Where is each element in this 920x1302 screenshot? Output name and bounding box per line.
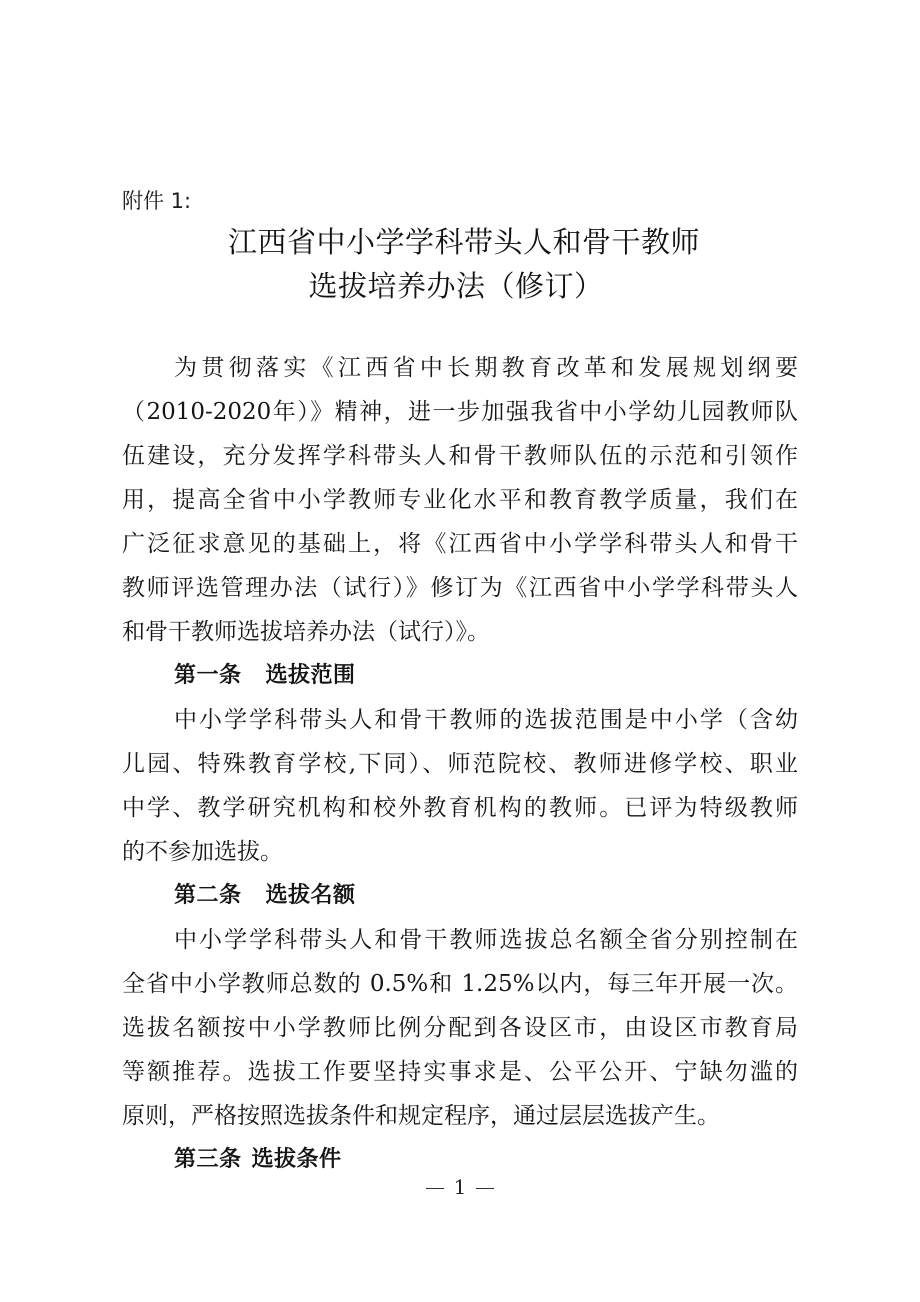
dash-right [476,1188,494,1189]
article-title: 选拔范围 [265,663,356,688]
document-title-line-1: 江西省中小学学科带头人和骨干教师 [227,225,700,259]
page-number-value: 1 [453,1175,467,1199]
paragraph-line: 伍建设，充分发挥学科带头人和骨干教师队伍的示范和引领作 [122,443,798,469]
article-heading [122,874,798,918]
paragraph-line: 教师评选管理办法（试行）》修订为《江西省中小学学科带头人 [122,575,798,601]
document-body [122,346,798,1182]
paragraph-line: 的不参加选拔。 [122,839,283,865]
article-heading [122,654,798,698]
article-1 [122,654,798,874]
preamble-paragraph [122,346,798,654]
paragraph-line: 选拔名额按中小学教师比例分配到各设区市，由设区市教育局 [122,1015,798,1041]
article-number: 第一条 [174,663,242,688]
dash-left [426,1188,444,1189]
paragraph-line: 为贯彻落实《江西省中长期教育改革和发展规划纲要 [174,355,798,381]
article-2 [122,874,798,1138]
document-title-line-2: 选拔培养办法（修订） [308,269,604,303]
paragraph-line: 中小学学科带头人和骨干教师选拔总名额全省分别控制在 [174,927,798,953]
article-title: 选拔条件 [251,1147,342,1172]
paragraph-line: 全省中小学教师总数的 0.5%和 1.25%以内，每三年开展一次。 [122,971,798,997]
paragraph-line: 等额推荐。选拔工作要坚持实事求是、公平公开、宁缺勿滥的 [122,1059,798,1085]
paragraph-line: 中小学学科带头人和骨干教师的选拔范围是中小学（含幼 [174,707,798,733]
article-number: 第三条 [174,1147,242,1172]
paragraph-line: 和骨干教师选拔培养办法（试行）》。 [122,619,490,645]
paragraph-line: 原则，严格按照选拔条件和规定程序，通过层层选拔产生。 [122,1103,720,1129]
paragraph-line: 广泛征求意见的基础上，将《江西省中小学学科带头人和骨干 [122,531,798,557]
paragraph-line: 用，提高全省中小学教师专业化水平和教育教学质量，我们在 [122,487,798,513]
paragraph-line: （2010-2020年）》精神，进一步加强我省中小学幼儿园教师队 [122,399,798,425]
paragraph-line: 中学、教学研究机构和校外教育机构的教师。已评为特级教师 [122,795,798,821]
attachment-label: 附件 1: [122,189,192,213]
page-number [0,1172,920,1202]
article-title: 选拔名额 [265,883,356,908]
paragraph-line: 儿园、特殊教育学校,下同）、师范院校、教师进修学校、职业 [122,751,798,777]
article-number: 第二条 [174,883,242,908]
